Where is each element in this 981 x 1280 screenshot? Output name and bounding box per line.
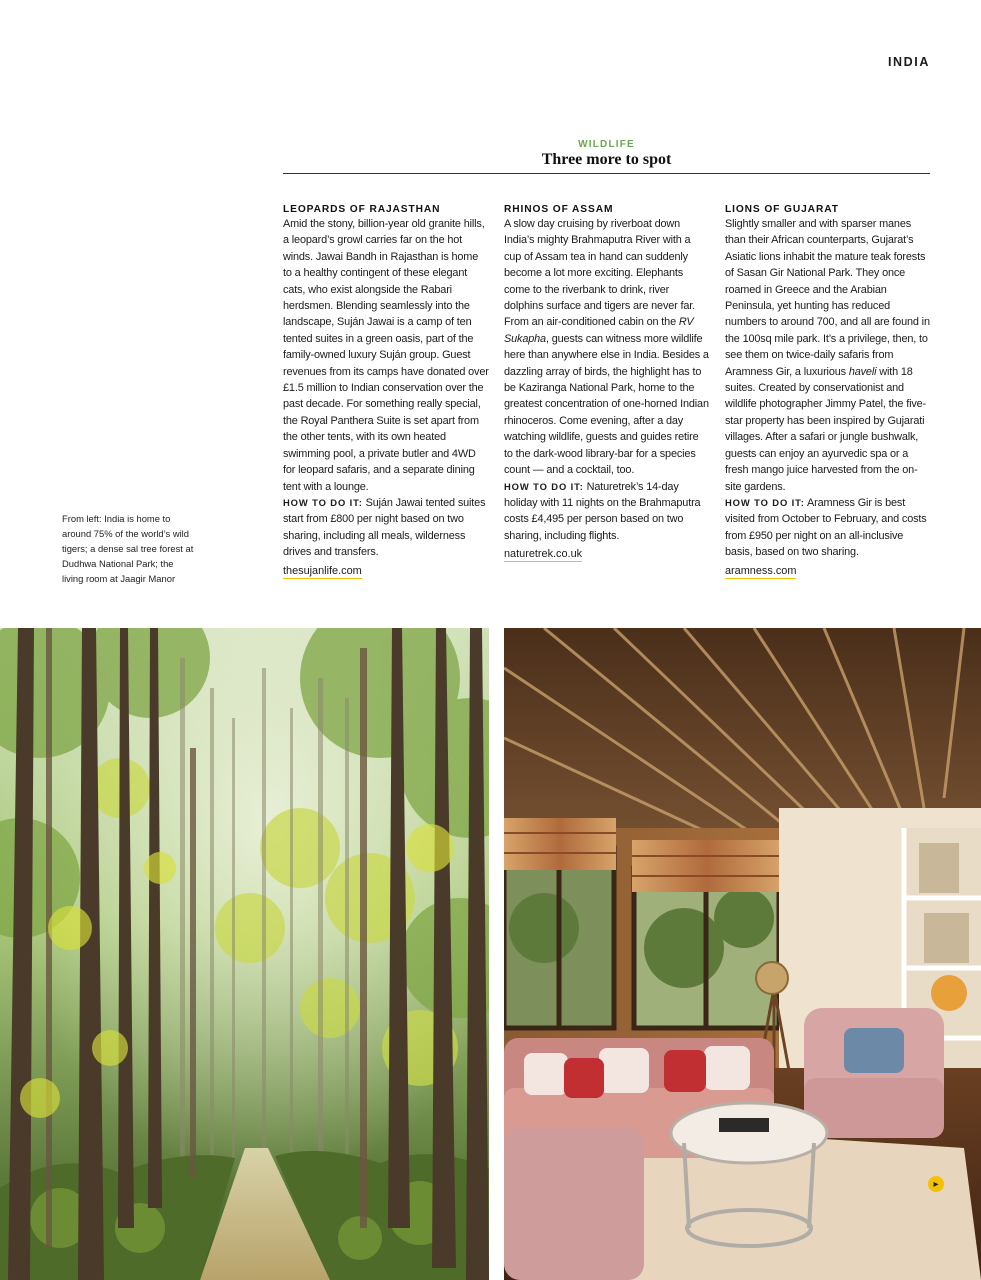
section-tag: INDIA: [887, 55, 930, 69]
how-label: HOW TO DO IT:: [283, 496, 363, 508]
how-text: Naturetrek’s 14-day holiday with 11 nights on the Brahmaputra costs £4,495 per person based on two sharing, including flights.: [504, 480, 701, 542]
how-label: HOW TO DO IT:: [725, 496, 805, 508]
column-rhinos: [504, 204, 710, 562]
link-aramness[interactable]: aramness.com: [725, 564, 797, 577]
how-label: HOW TO DO IT:: [504, 480, 584, 492]
body-part-a: A slow day cruising by riverboat down India’s mighty Brahmaputra River with a cup of Assam tea in hand can suddenly become a lot more exciting. Elephants come to the riverbank to drink, river dolphins surface and tigers are never far. From an air-conditioned cabin on the: [504, 218, 696, 329]
column-body: [725, 216, 931, 495]
photo-caption: From left: India is home to around 75% of the world’s wild tigers; a dense sal tree forest at Dudhwa National Park; the living room at Jaagir Manor: [62, 513, 194, 584]
how-text: Suján Jawai tented suites start from £800 per night based on two sharing, including all meals, wilderness drives and transfers.: [283, 496, 486, 559]
haveli-word: haveli: [848, 365, 877, 378]
body-part-b: with 18 suites. Created by conservationist and wildlife photographer Jimmy Patel, the five-star property has been inspired by Gujarati villages. After a safari or jungle bushwalk, guests can enjoy an ayurvedic spa or a fresh mango juice harvested from the on-site gardens.: [725, 365, 927, 493]
column-heading: LIONS OF GUJARAT: [725, 204, 839, 215]
boat-name: RV Sukapha: [504, 316, 694, 345]
feature-kicker: WILDLIFE: [578, 139, 635, 150]
arrow-right-circle-icon[interactable]: ▸: [928, 1176, 944, 1192]
how-to-do-it: [283, 495, 489, 561]
link-sujan[interactable]: thesujanlife.com: [283, 564, 362, 577]
column-heading: RHINOS OF ASSAM: [504, 204, 614, 215]
feature-title: Three more to spot: [541, 151, 672, 168]
column-heading: LEOPARDS OF RAJASTHAN: [283, 204, 441, 215]
living-room-photo: [504, 628, 981, 1280]
column-body: [504, 216, 710, 479]
body-part-a: Slightly smaller and with sparser manes than their African counterparts, Gujarat’s Asiatic lions inhabit the mature teak forests of Sasan Gir National Park. They once roamed in Greece and the Arabian Peninsula, yet hunting has reduced numbers to around 700, and all are found in the 100sq mile park. It’s a privilege, then, to see them on twice-daily safaris from Aramness Gir, a luxurious: [725, 218, 930, 378]
how-to-do-it: [504, 479, 710, 545]
body-part-b: , guests can witness more wildlife here than anywhere else in India. Besides a dazzling array of birds, the highlight has to be Kaziranga National Park, home to the greatest concentration of one-horned Indian rhinoceros. Come evening, after a day watching wildlife, guests and guides retire to the dark-wood library-bar for a species count — and a cocktail, too.: [504, 332, 709, 477]
column-leopards: [283, 204, 489, 579]
header-rule: [283, 173, 930, 174]
how-text: Aramness Gir is best visited from October to February, and costs from £950 per night on an all-inclusive basis, based on two sharing.: [725, 496, 927, 559]
link-naturetrek[interactable]: naturetrek.co.uk: [504, 548, 583, 561]
forest-photo: [0, 628, 489, 1280]
column-body: Amid the stony, billion-year old granite hills, a leopard’s growl carries far on the hot winds. Jawai Bandh in Rajasthan is home to a healthy contingent of these elegant cats, who exist alongside the Rabari herdsmen. Blending seamlessly into the landscape, Suján Jawai is a camp of ten tented suites in a green oasis, part of the family-owned luxury Suján group. Guest revenues from its camps have donated over £1.5 million to Indian conservation over the past decade. For something really special, the Royal Panthera Suite is set apart from the other tents, with its own heated swimming pool, a private butler and 4WD for leopard safaris, and a separate dining tent with a lounge.: [283, 218, 489, 493]
column-lions: [725, 204, 931, 579]
how-to-do-it: [725, 495, 931, 561]
